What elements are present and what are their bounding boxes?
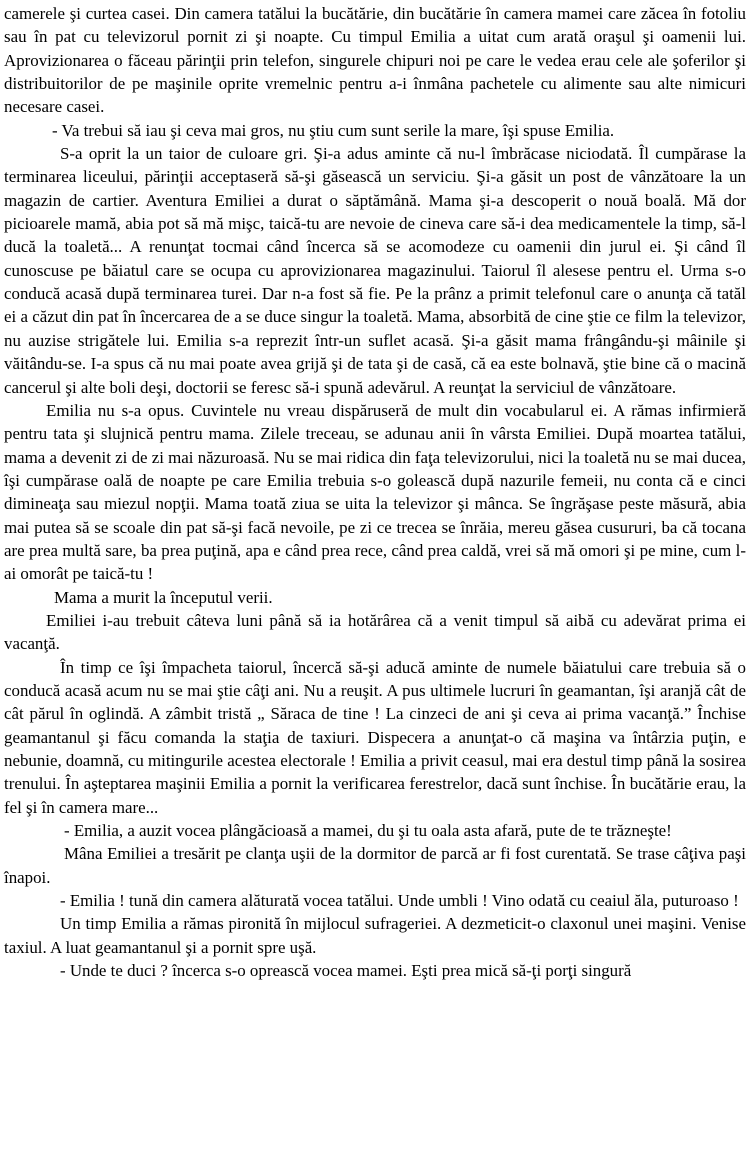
paragraph-8: - Emilia, a auzit vocea plângăcioasă a mamei, du şi tu oala asta afară, pute de te trăzneşte!: [64, 821, 672, 841]
paragraph-10: - Emilia ! tună din camera alăturată vocea tatălui. Unde umbli ! Vino odată cu ceaiul ăla, puturoaso !: [60, 891, 739, 911]
paragraph-12: - Unde te duci ? încerca s-o oprească vocea mamei. Eşti prea mică să-ţi porţi singură: [60, 961, 632, 981]
paragraph-9: Mâna Emiliei a tresărit pe clanţa uşii de la dormitor de parcă ar fi fost curentată. Se trase câţiva paşi înapoi.: [4, 844, 746, 887]
paragraph-1: camerele şi curtea casei. Din camera tatălui la bucătărie, din bucătărie în camera mamei care zăcea în fotoliu sau în pat cu televizorul pornit zi şi noapte. Cu timpul Emilia a uitat cum arată oraşul şi oamenii lui. Aprovizionarea o făceau părinţii prin telefon, singurele chipuri noi pe care le vedea erau cele ale şoferilor şi distribuitorilor de pe maşinile oprite vremelnic pentru a-i înmâna pachetele cu alimente sau alte nimicuri necesare casei.: [4, 4, 746, 117]
paragraph-7: În timp ce îşi împacheta taiorul, încercă să-şi aducă aminte de numele băiatului care trebuia să o conducă acasă acum nu se mai ştie câţi ani. Nu a reuşit. A pus ultimele lucruri în geamantan, îşi aranjă cât de cât părul în oglindă. A zâmbit tristă „ Săraca de tine ! La cinzeci de ani şi ceva ai prima vacanţă.” Închise geamantanul şi făcu comanda la staţia de taxiuri. Dispecera a anunţat-o că maşina va întârzia puţin, e nebunie, doamnă, cu mitingurile acestea electorale ! Emilia a privit ceasul, mai era destul timp până la sosirea trenului. În aşteptarea maşinii Emilia a pornit la verificarea ferestrelor, dacă sunt închise. În bucătărie erau, la fel şi în camera mare...: [4, 657, 746, 817]
paragraph-3: S-a oprit la un taior de culoare gri. Şi-a adus aminte că nu-l îmbrăcase niciodată. Îl cumpărase la terminarea liceului, părinţii acceptaseră să-şi găsească un serviciu. Şi-a găsit un post de vânzătoare la un magazin de cartier. Aventura Emiliei a durat o săptămână. Mama şi-a descoperit o nouă boală. Mă dor picioarele mamă, abia pot să mă mişc, taică-tu are nevoie de cineva care să-i dea medicamentele la timp, să-l ducă la toaletă... A renunţat tocmai când încerca să se acomodeze cu oamenii din jurul ei. Şi când îl cunoscuse pe băiatul care se ocupa cu aprovizionarea magazinului. Taiorul îl alesese pentru el. Urma s-o conducă acasă după terminarea turei. Dar n-a fost să fie. Pe la prânz a primit telefonul care o anunţa că tatăl ei a căzut din pat în încercarea de a se duce singur la toaletă. Mama, absorbită de cine ştie ce film la televizor, nu auzise strigătele lui. Emilia s-a reprezit într-un suflet acasă. Şi-a găsit mama frângându-şi mâinile şi văitându-se. I-a spus că nu mai poate avea grijă şi de tata şi de casă, că ea este bolnavă, ştie bine că o macină cancerul şi alte boli deşi, doctorii se feresc să-i spună adevărul. A reunţat la serviciul de vânzătoare.: [4, 144, 746, 397]
paragraph-6: Emiliei i-au trebuit câteva luni până să ia hotărârea că a venit timpul să aibă cu adevărat prima ei vacanţă.: [4, 610, 746, 654]
paragraph-5: Mama a murit la începutul verii.: [54, 587, 273, 607]
paragraph-4: Emilia nu s-a opus. Cuvintele nu vreau dispăruseră de mult din vocabularul ei. A rămas infirmieră pentru tata şi slujnică pentru mama. Zilele treceau, se adunau anii în vârsta Emiliei. După moartea tatălui, mama a devenit zi de zi mai năzuroasă. Nu se mai ridica din faţa televizorului, nici la toaletă nu se mai ducea, îşi cumpărase oală de noapte pe care Emilia trebuia s-o golească după nazurile femeii, nu conta că e cinci dimineaţa sau miezul nopţii. Mama toată ziua se uita la televizor şi mânca. Se îngrăşase peste măsură, abia mai putea să se scoale din pat să-şi facă nevoile, pe zi ce trecea se înrăia, mereu găsea cusururi, ba că tocana are prea multă sare, ba prea puţină, apa e când prea rece, când prea caldă, vrei să mă omori şi pe mine, cum l-ai omorât pe taică-tu !: [4, 400, 746, 584]
paragraph-11: Un timp Emilia a rămas pironită în mijlocul sufrageriei. A dezmeticit-o claxonul unei maşini. Venise taxiul. A luat geamantanul şi a pornit spre uşă.: [4, 914, 746, 957]
paragraph-2: - Va trebui să iau şi ceva mai gros, nu ştiu cum sunt serile la mare, îşi spuse Emilia.: [52, 120, 615, 140]
